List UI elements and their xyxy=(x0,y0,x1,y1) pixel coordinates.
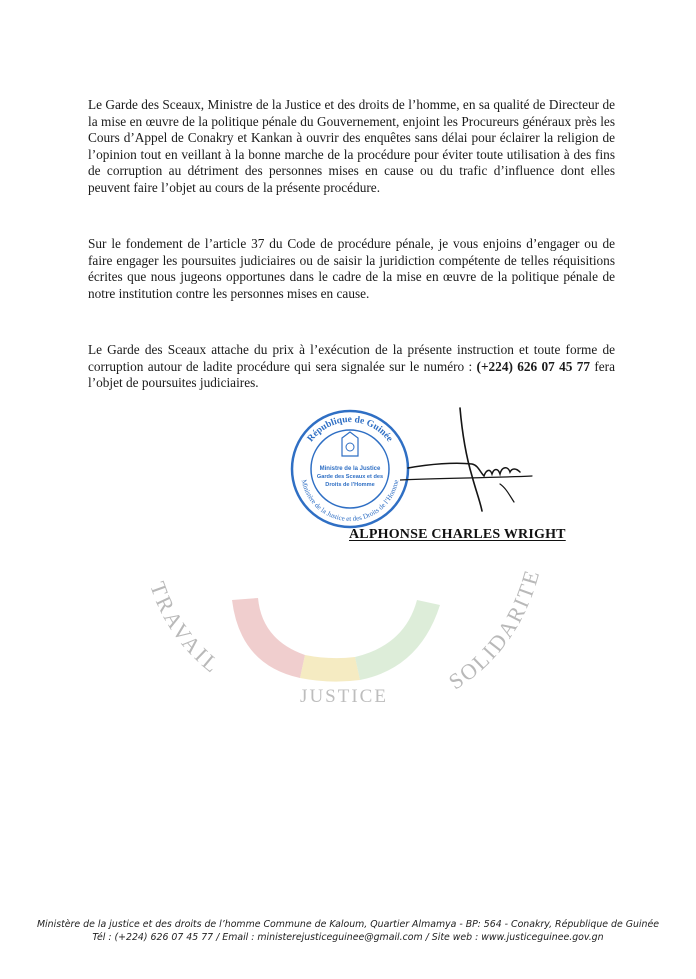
official-seal-stamp xyxy=(289,408,411,530)
watermark-red-band xyxy=(232,598,305,678)
seal-center-line-1: Ministre de la Justice xyxy=(319,466,381,472)
watermark-word-left: TRAVAIL xyxy=(145,578,227,680)
paragraph-3-end: fera l’objet de poursuites judiciaires. xyxy=(88,358,615,391)
paragraph-2: Sur le fondement de l’article 37 du Code de procédure pénale, je vous enjoins d’engager ou de faire engager les poursuites judiciaires ou de saisir la juridiction compétente de telles réquisitions écrites que nous jugeons opportunes dans le cadre de la mise en œuvre de la politique pénale de notre institution contre les personnes mises en cause. xyxy=(88,236,615,301)
seal-emblem xyxy=(342,432,358,456)
footer-address: Ministère de la justice et des droits de l’homme Commune de Kaloum, Quartier Almamya - BP: 564 - Conakry, République de Guinée xyxy=(36,919,660,930)
signer-name: ALPHONSE CHARLES WRIGHT xyxy=(349,527,566,542)
phone-number: (+224) 626 07 45 77 xyxy=(476,358,591,374)
watermark-word-bottom: JUSTICE xyxy=(300,686,388,707)
letterhead-footer xyxy=(0,918,696,944)
paragraph-1: Le Garde des Sceaux, Ministre de la Justice et des droits de l’homme, en sa qualité de Directeur de la mise en œuvre de la politique pénale du Gouvernement, enjoint les Procureurs généraux près les Cours d’Appel de Conakry et Kankan à ouvrir des enquêtes sans délai pour éclairer la religion de l’opinion tout en veillant à la bonne marche de la procédure pour éviter toute utilisation à des fins de corruption au détriment des personnes mises en cause ou du trafic d’influence dont elles peuvent faire l’objet au cours de la présente procédure. xyxy=(88,97,615,195)
seal-ring-text-lower: Ministère de la Justice et des Droits de l’Homme xyxy=(299,478,401,524)
footer-contact: Tél : (+224) 626 07 45 77 / Email : ministerejusticeguinee@gmail.com / Site web : www.justiceguinee.gov.gn xyxy=(92,932,604,943)
paragraph-3 xyxy=(88,342,615,392)
watermark-word-right: SOLIDARITE xyxy=(444,565,545,695)
seal-center-line-2: Garde des Sceaux et des xyxy=(316,474,384,480)
watermark-yellow-band xyxy=(300,655,360,682)
paragraph-3-text: Le Garde des Sceaux attache du prix à l’exécution de la présente instruction et toute forme de corruption autour de ladite procédure qui sera signalée sur le numéro : xyxy=(88,342,615,374)
seal-center-line-3: Droits de l’Homme xyxy=(325,482,375,488)
seal-ring-text: République de Guinée xyxy=(305,414,395,444)
watermark-green-band xyxy=(355,600,440,680)
handwritten-signature xyxy=(400,406,540,516)
